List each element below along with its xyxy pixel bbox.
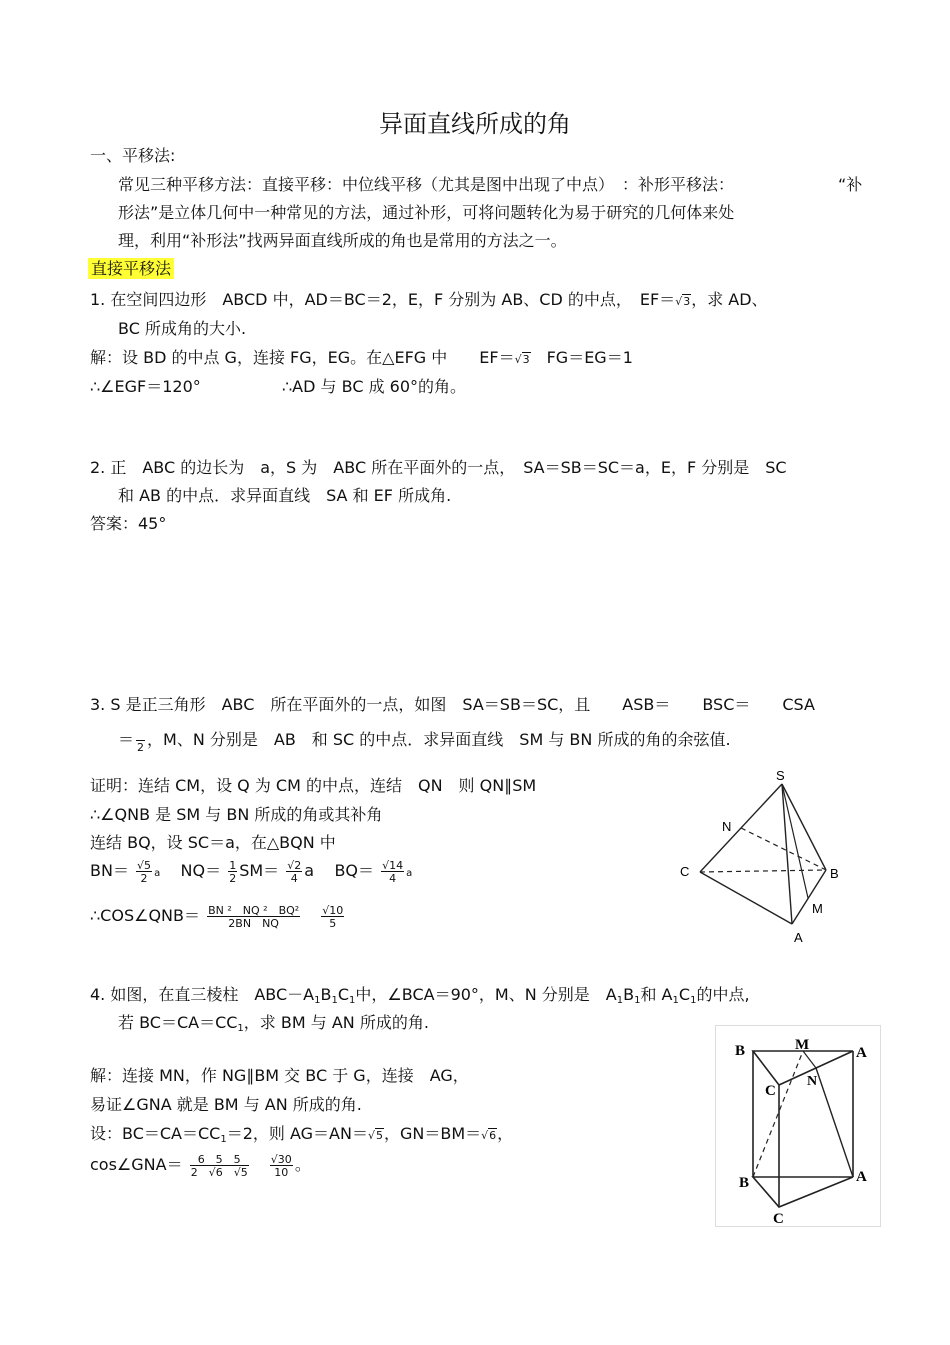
- label-m: M: [812, 901, 823, 916]
- label-m: M: [795, 1037, 810, 1053]
- p4-l2-b: ，求 BM 与 AN 所成的角.: [243, 1013, 429, 1032]
- fraction-denominator: 4: [381, 871, 404, 884]
- prism-figure: [715, 1025, 880, 1225]
- sqrt-radicand: 6: [489, 1129, 497, 1142]
- p3-line-2: [118, 727, 731, 753]
- p1-line-2: BC 所成角的大小.: [118, 319, 247, 338]
- fraction-denominator: 2: [137, 740, 145, 754]
- fraction-numerator: BN ² NQ ² BQ²: [208, 903, 300, 917]
- label-c: C: [765, 1083, 776, 1099]
- subscript: 1: [634, 995, 641, 1006]
- fraction-denominator: 2BN NQ: [207, 916, 300, 929]
- p4-s3-a: 设：BC＝CA＝CC: [90, 1124, 221, 1143]
- p4-s3-b: ＝2，则 AG＝AN＝: [226, 1124, 368, 1143]
- p1-sol2-a: ∴∠EGF＝120°: [90, 377, 201, 396]
- p1-solution: [90, 345, 633, 368]
- bn-a: a: [154, 868, 161, 879]
- subscript: 1: [349, 995, 356, 1006]
- bn-label: BN＝: [90, 861, 129, 880]
- p4-sol-1: 解：连接 MN，作 NG∥BM 交 BC 于 G，连接 AG，: [90, 1066, 469, 1085]
- label-a: A: [794, 930, 803, 945]
- p3-line-1: 3. S 是正三角形 ABC 所在平面外的一点，如图 SA＝SB＝SC，且 ASB＝ BSC＝ CSA: [90, 695, 815, 714]
- cos-label: ∴COS∠QNB＝: [90, 906, 200, 925]
- segment-an: [816, 1068, 853, 1177]
- p3-proof-1: 证明：连结 CM，设 Q 为 CM 的中点，连结 QN 则 QN∥SM: [90, 776, 537, 795]
- edge-sb: [782, 784, 826, 870]
- intro-text-1: 常见三种平移方法：直接平移：中位线平移（尤其是图中出现了中点） ：补形平移法：: [118, 175, 735, 194]
- p1-sol-b: FG＝EG＝1: [530, 348, 633, 367]
- p4-line-2: [118, 1010, 429, 1034]
- label-b1: B: [739, 1175, 750, 1191]
- label-c: C: [680, 864, 690, 879]
- p4-t-b: B: [320, 985, 332, 1004]
- p4-cos: [90, 1152, 311, 1178]
- highlight-text: 直接平移法: [88, 258, 174, 279]
- nq-label: NQ＝: [180, 861, 222, 880]
- sqrt-symbol: √3: [514, 353, 530, 366]
- subscript: 1: [616, 995, 624, 1006]
- p1-text-b: ，求 AD、: [691, 290, 768, 309]
- p4-s3-c: ，GN＝BM＝: [383, 1124, 482, 1143]
- subscript: 1: [220, 1134, 227, 1145]
- fraction: [207, 905, 300, 929]
- fraction-numerator: [136, 729, 145, 740]
- fraction-numerator: √5: [137, 858, 152, 872]
- highlight-label: [88, 256, 174, 279]
- p4-s3-d: ，: [497, 1124, 514, 1143]
- fraction-numerator: 1: [229, 858, 237, 872]
- p3-proof-2: ∴∠QNB 是 SM 与 BN 所成的角或其补角: [90, 805, 383, 824]
- fraction: [136, 729, 145, 753]
- subscript: 1: [331, 995, 338, 1006]
- p2-line-2: 和 AB 的中点．求异面直线 SA 和 EF 所成角.: [118, 486, 452, 505]
- intro-line-1: [118, 172, 734, 195]
- cos-end: 。: [294, 1155, 311, 1174]
- p3-line-2-rest: ，M、N 分别是 AB 和 SC 的中点．求异面直线 SM 与 BN 所成的角的余弦值.: [147, 730, 731, 749]
- top-face: [753, 1051, 853, 1085]
- fraction-numerator: √30: [270, 1152, 292, 1166]
- label-n: N: [722, 819, 732, 834]
- fraction-denominator: 2: [136, 871, 152, 884]
- fraction-denominator: 2: [229, 871, 237, 885]
- p4-sol-2: 易证∠GNA 就是 BM 与 AN 所成的角.: [90, 1095, 362, 1114]
- sqrt-symbol: √5: [367, 1129, 383, 1142]
- fraction-numerator: √14: [382, 858, 404, 872]
- p3-eq: ＝: [118, 730, 135, 749]
- subscript: 1: [672, 995, 679, 1006]
- p2-answer: 答案：45°: [90, 514, 167, 533]
- p4-t-a: 4. 如图，在直三棱柱 ABC－A: [90, 985, 315, 1004]
- p1-sol-a: 解：设 BD 的中点 G，连接 FG，EG。在△EFG 中 EF＝: [90, 348, 515, 367]
- sqrt-radicand: 3: [522, 353, 530, 366]
- p3-cos: [90, 903, 346, 929]
- fraction-numerator: 6 5 5: [197, 1152, 241, 1166]
- p4-t-f: 和 A: [640, 985, 673, 1004]
- subscript: 1: [237, 1023, 244, 1034]
- fraction: [190, 1154, 249, 1178]
- sqrt-radicand: 5: [375, 1129, 383, 1142]
- sqrt-radicand: 3: [683, 295, 691, 308]
- segment-bm: [753, 1051, 803, 1177]
- fraction-numerator: √10: [322, 903, 344, 917]
- fraction: [321, 905, 344, 929]
- label-b: B: [735, 1043, 746, 1059]
- p4-t-c: C: [337, 985, 350, 1004]
- p4-t-e: B: [623, 985, 635, 1004]
- bottom-face: [753, 1177, 853, 1207]
- intro-line-2: 形法”是立体几何中一种常见的方法，通过补形，可将问题转化为易于研究的几何体来处: [118, 203, 735, 222]
- bq-label: BQ＝: [334, 861, 375, 880]
- page-title: 异面直线所成的角: [379, 110, 571, 138]
- fraction: [381, 860, 404, 884]
- fraction-denominator: 10: [270, 1165, 293, 1178]
- p4-l2-a: 若 BC＝CA＝CC: [118, 1013, 238, 1032]
- sqrt-symbol: √3: [675, 295, 691, 308]
- subscript: 1: [314, 995, 321, 1006]
- fraction: [136, 860, 152, 884]
- segment-mn: [803, 1051, 816, 1068]
- label-n: N: [807, 1074, 818, 1089]
- intro-line-1-end: “补: [838, 175, 863, 194]
- nq-a: a: [304, 861, 315, 880]
- p4-line-1: [90, 982, 750, 1006]
- fraction: [286, 860, 302, 884]
- p1-line-1: [90, 287, 768, 310]
- fraction-denominator: 2 √6 √5: [190, 1165, 248, 1179]
- p4-t-h: 的中点,: [696, 985, 750, 1004]
- p4-t-g: C: [678, 985, 691, 1004]
- label-a1: A: [856, 1169, 867, 1185]
- p2-line-1: 2. 正 ABC 的边长为 a，S 为 ABC 所在平面外的一点， SA＝SB＝SC＝a，E，F 分别是 SC: [90, 458, 787, 477]
- fraction-denominator: 4: [286, 871, 302, 884]
- p4-sol-3: [90, 1121, 513, 1145]
- label-b: B: [830, 866, 839, 881]
- p4-t-d: 中，∠BCA＝90°，M、N 分别是 A: [355, 985, 617, 1004]
- cos-label: cos∠GNA＝: [90, 1155, 183, 1174]
- section-heading: 一、平移法:: [90, 146, 176, 165]
- label-c1: C: [773, 1211, 784, 1225]
- bq-a: a: [406, 868, 413, 879]
- p1-text-a: 1. 在空间四边形 ABCD 中，AD＝BC＝2，E，F 分别为 AB、CD 的中点， EF＝: [90, 290, 676, 309]
- edge-nb-hidden: [741, 828, 826, 870]
- p1-sol2-b: ∴AD 与 BC 成 60°的角。: [282, 377, 467, 396]
- subscript: 1: [690, 995, 697, 1006]
- nq-sm: SM＝: [239, 861, 280, 880]
- intro-line-3: 理，利用“补形法”找两异面直线所成的角也是常用的方法之一。: [118, 231, 567, 250]
- fraction-denominator: 5: [321, 916, 344, 929]
- p3-lengths: [90, 858, 412, 884]
- tetrahedron-figure: [670, 760, 850, 950]
- edge-ca: [700, 872, 792, 924]
- fraction: [228, 860, 237, 884]
- label-a: A: [856, 1045, 867, 1061]
- sqrt-symbol: √6: [481, 1129, 497, 1142]
- label-s: S: [776, 768, 785, 783]
- fraction: [270, 1154, 293, 1178]
- edge-cb-hidden: [700, 870, 826, 872]
- p3-proof-3: 连结 BQ，设 SC＝a，在△BQN 中: [90, 833, 336, 852]
- fraction-numerator: √2: [287, 858, 302, 872]
